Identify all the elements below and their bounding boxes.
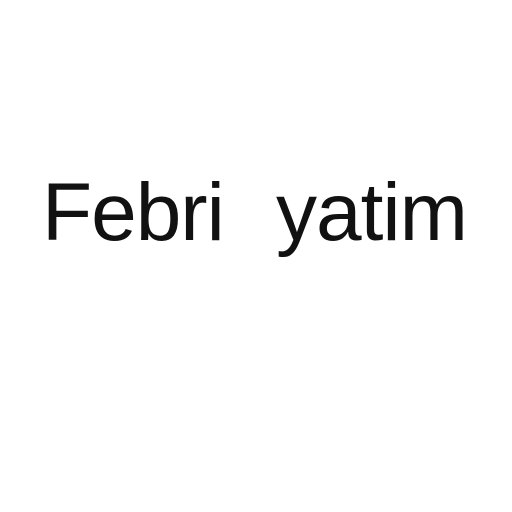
name-word-second: yatim xyxy=(276,167,467,258)
name-word-first: Febri xyxy=(42,167,224,258)
